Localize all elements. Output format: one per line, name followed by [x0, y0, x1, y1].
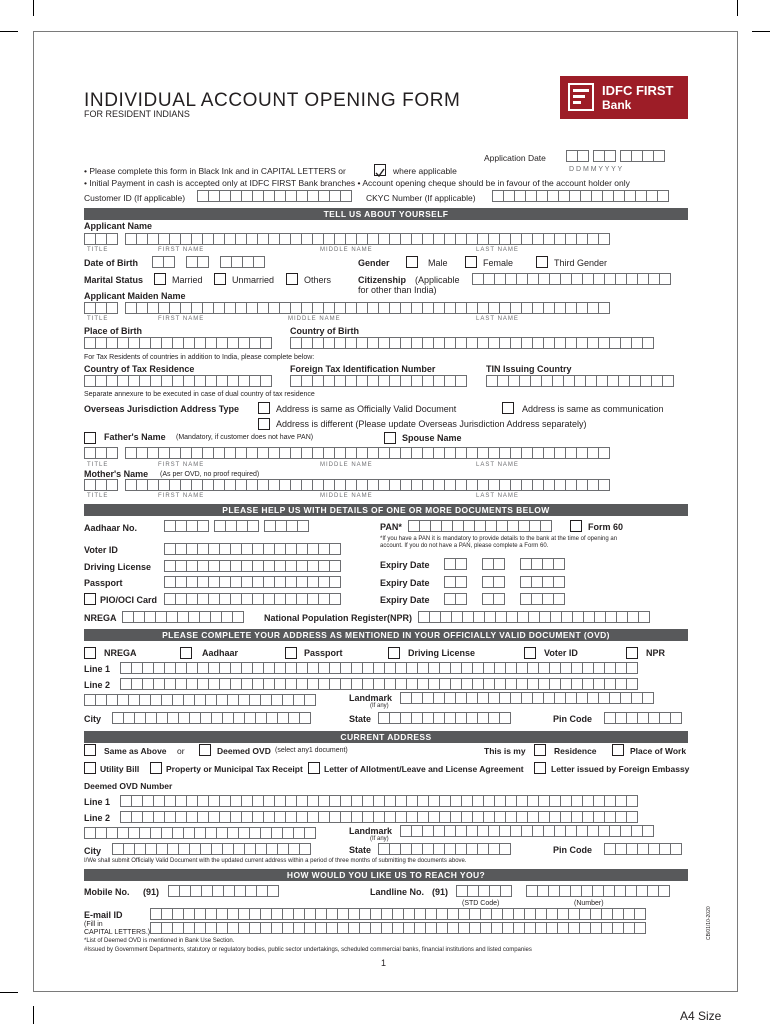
address-different-checkbox[interactable]	[258, 418, 270, 430]
expiry-dl-label: Expiry Date	[380, 560, 430, 570]
work-checkbox[interactable]	[612, 744, 624, 756]
gender-third-label: Third Gender	[554, 258, 608, 268]
gender-female-checkbox[interactable]	[465, 256, 477, 268]
pio-checkbox[interactable]	[84, 593, 96, 605]
same-ovd-checkbox[interactable]	[258, 402, 270, 414]
number-caption: (Number)	[574, 900, 604, 907]
gender-female-label: Female	[483, 258, 514, 268]
ovd-pin-label: Pin Code	[553, 714, 593, 724]
application-date-boxes[interactable]	[566, 150, 664, 162]
ovd-city-boxes[interactable]	[112, 712, 310, 724]
logo-text-bank: Bank	[602, 98, 632, 112]
email-boxes-2[interactable]	[150, 922, 645, 934]
submit-note: I/We shall submit Officially Valid Document with the updated current address within a period of three months of submitting the documents above.	[84, 858, 467, 864]
deemed-no-label: Deemed OVD Number	[84, 781, 173, 791]
dob-boxes[interactable]	[152, 256, 264, 268]
mobile-label: Mobile No.	[84, 887, 130, 897]
cur-state-label: State	[349, 845, 372, 855]
caption-last-4: LAST NAME	[476, 493, 519, 499]
ovd-line2-boxes[interactable]	[120, 678, 637, 690]
ovd-nrega-checkbox[interactable]	[84, 647, 96, 659]
bank-logo	[560, 76, 688, 118]
form60-checkbox[interactable]	[570, 520, 582, 532]
caption-first-3: FIRST NAME	[158, 462, 205, 468]
ovd-landmark-label: Landmark	[349, 693, 393, 703]
ovd-npr-label: NPR	[646, 648, 666, 658]
allotment-checkbox[interactable]	[308, 762, 320, 774]
applicant-name-label: Applicant Name	[84, 221, 153, 231]
ovd-line1-boxes[interactable]	[120, 662, 637, 674]
landline-code: (91)	[432, 887, 449, 897]
cur-pin-boxes[interactable]	[604, 843, 681, 855]
email-fill-note: (Fill in	[84, 921, 103, 928]
passport-boxes[interactable]	[164, 576, 340, 588]
ovd-state-boxes[interactable]	[378, 712, 510, 724]
landline-number-boxes[interactable]	[526, 885, 669, 897]
caption-last-3: LAST NAME	[476, 462, 519, 468]
father-label: Father's Name	[104, 432, 166, 442]
ovd-dl-label: Driving License	[408, 648, 476, 658]
mobile-code: (91)	[143, 887, 160, 897]
mother-name-boxes[interactable]	[84, 479, 609, 491]
foreign-label: Letter issued by Foreign Embassy	[551, 764, 690, 774]
expiry-pio-boxes[interactable]	[444, 593, 564, 605]
ovd-city-label: City	[84, 714, 102, 724]
nrega-label: NREGA	[84, 613, 117, 623]
utility-label: Utility Bill	[100, 764, 140, 774]
ovd-line1-label: Line 1	[84, 664, 111, 674]
caption-middle-2: MIDDLE NAME	[288, 316, 341, 322]
section-ovd-address: PLEASE COMPLETE YOUR ADDRESS AS MENTIONED IN YOUR OFFICIALLY VALID DOCUMENT (OVD)	[84, 629, 688, 641]
note-ink-2: where applicable	[393, 166, 457, 176]
deemed-ovd-label: Deemed OVD	[217, 746, 271, 756]
pob-label: Place of Birth	[84, 326, 143, 336]
gender-label: Gender	[358, 258, 390, 268]
cur-line2-boxes[interactable]	[120, 811, 637, 823]
footnote-deemed: *List of Deemed OVD is mentioned in Bank Use Section.	[84, 938, 235, 944]
cur-line2-label: Line 2	[84, 813, 111, 823]
nrega-boxes[interactable]	[122, 611, 243, 623]
footnote-issued: #Issued by Government Departments, statutory or regulatory bodies, public sector undertakings, scheduled commercial banks, financial institutions and listed companies	[84, 947, 532, 953]
ovd-passport-label: Passport	[304, 648, 343, 658]
cur-pin-label: Pin Code	[553, 845, 593, 855]
cur-line1-boxes[interactable]	[120, 795, 637, 807]
caption-last: LAST NAME	[476, 247, 519, 253]
caption-title-2: TITLE	[87, 316, 109, 322]
caption-middle-3: MIDDLE NAME	[320, 462, 373, 468]
ovd-nrega-label: NREGA	[104, 648, 137, 658]
logo-mark-icon	[568, 83, 594, 111]
application-date-label: Application Date	[484, 153, 546, 163]
ovd-line3-boxes[interactable]	[84, 694, 315, 706]
spouse-checkbox[interactable]	[384, 432, 396, 444]
caption-first: FIRST NAME	[158, 247, 205, 253]
aadhaar-label: Aadhaar No.	[84, 523, 138, 533]
mother-label: Mother's Name	[84, 469, 149, 479]
ckyc-label: CKYC Number (If applicable)	[366, 193, 476, 203]
caption-middle: MIDDLE NAME	[320, 247, 373, 253]
unmarried-label: Unmarried	[232, 275, 275, 285]
marital-label: Marital Status	[84, 275, 144, 285]
aadhaar-boxes[interactable]	[164, 520, 308, 532]
ovd-pin-boxes[interactable]	[604, 712, 681, 724]
ovd-passport-checkbox[interactable]	[285, 647, 297, 659]
page-number: 1	[381, 958, 387, 968]
ftin-boxes[interactable]	[290, 375, 466, 387]
tin-country-label: TIN Issuing Country	[486, 364, 572, 374]
expiry-pio-label: Expiry Date	[380, 595, 430, 605]
form-subtitle: FOR RESIDENT INDIANS	[84, 109, 190, 119]
email-fill-note-2: CAPITAL LETTERS.)	[84, 929, 151, 936]
voter-boxes[interactable]	[164, 543, 340, 555]
utility-checkbox[interactable]	[84, 762, 96, 774]
citizenship-label: Citizenship	[358, 275, 407, 285]
spouse-label: Spouse Name	[402, 433, 462, 443]
ovd-dl-checkbox[interactable]	[388, 647, 400, 659]
ovd-voter-checkbox[interactable]	[524, 647, 536, 659]
or-label: or	[177, 746, 185, 756]
mother-note: (As per OVD, no proof required)	[160, 471, 260, 478]
overseas-label: Overseas Jurisdiction Address Type	[84, 404, 240, 414]
check-icon	[375, 168, 385, 178]
deemed-ovd-note: (select any1 document)	[275, 747, 348, 754]
dl-label: Driving License	[84, 562, 152, 572]
landline-std-boxes[interactable]	[456, 885, 511, 897]
foreign-checkbox[interactable]	[534, 762, 546, 774]
address-different-label: Address is different (Please update Overseas Jurisdiction Address separately)	[276, 419, 587, 429]
citizenship-note-2: for other than India)	[358, 285, 437, 295]
std-caption: (STD Code)	[462, 900, 500, 907]
cur-landmark-boxes[interactable]	[400, 825, 653, 837]
others-label: Others	[304, 275, 332, 285]
same-ovd-label: Address is same as Officially Valid Document	[276, 404, 457, 414]
cob-label: Country of Birth	[290, 326, 359, 336]
applicant-name-boxes[interactable]	[84, 233, 609, 245]
gender-male-label: Male	[428, 258, 448, 268]
cur-line3-boxes[interactable]	[84, 827, 315, 839]
married-label: Married	[172, 275, 203, 285]
father-checkbox[interactable]	[84, 432, 96, 444]
ctr-boxes[interactable]	[84, 375, 271, 387]
ftin-label: Foreign Tax Identification Number	[290, 364, 436, 374]
cur-city-boxes[interactable]	[112, 843, 310, 855]
landline-label: Landline No.	[370, 887, 424, 897]
expiry-dl-boxes[interactable]	[444, 558, 564, 570]
pob-boxes[interactable]	[84, 337, 271, 349]
same-comm-checkbox[interactable]	[502, 402, 514, 414]
allotment-label: Letter of Allotment/Leave and License Agreement	[324, 764, 524, 774]
caption-middle-4: MIDDLE NAME	[320, 493, 373, 499]
ovd-ifany: (If any)	[370, 703, 389, 709]
date-format-hint: D D M M Y Y Y Y	[569, 166, 623, 173]
same-comm-label: Address is same as communication	[522, 404, 664, 414]
paper-size: A4 Size	[680, 1009, 722, 1023]
pio-boxes[interactable]	[164, 593, 340, 605]
passport-label: Passport	[84, 578, 123, 588]
cob-boxes[interactable]	[290, 337, 653, 349]
others-checkbox[interactable]	[286, 273, 298, 285]
citizenship-boxes[interactable]	[472, 273, 670, 285]
pio-label: PIO/OCI Card	[100, 595, 158, 605]
dl-boxes[interactable]	[164, 560, 340, 572]
pan-label: PAN*	[380, 522, 402, 532]
caption-title-4: TITLE	[87, 493, 109, 499]
cur-landmark-label: Landmark	[349, 826, 393, 836]
npr-label: National Population Register(NPR)	[264, 613, 413, 623]
tick-example-box	[374, 164, 386, 176]
cur-line1-label: Line 1	[84, 797, 111, 807]
ovd-npr-checkbox[interactable]	[626, 647, 638, 659]
married-checkbox[interactable]	[154, 273, 166, 285]
mobile-boxes[interactable]	[168, 885, 278, 897]
npr-boxes[interactable]	[418, 611, 649, 623]
expiry-passport-label: Expiry Date	[380, 578, 430, 588]
logo-text: IDFC FIRST	[602, 83, 674, 98]
annexure-note: Separate annexure to be executed in case of dual country of tax residence	[84, 391, 315, 398]
email-boxes-1[interactable]	[150, 908, 645, 920]
this-is-my-label: This is my	[484, 746, 526, 756]
ovd-aadhaar-checkbox[interactable]	[180, 647, 192, 659]
note-payment: • Initial Payment in cash is accepted only at IDFC FIRST Bank branches • Account opening cheque should be in favour of the account holder only	[84, 178, 630, 188]
same-above-label: Same as Above	[104, 746, 167, 756]
ckyc-boxes[interactable]	[492, 190, 668, 202]
form-title: INDIVIDUAL ACCOUNT OPENING FORM	[84, 90, 461, 111]
caption-first-4: FIRST NAME	[158, 493, 205, 499]
customer-id-boxes[interactable]	[197, 190, 351, 202]
form-code: CB/01/10-2020	[706, 906, 712, 940]
deemed-ovd-checkbox[interactable]	[199, 744, 211, 756]
form60-label: Form 60	[588, 522, 624, 532]
section-documents: PLEASE HELP US WITH DETAILS OF ONE OR MORE DOCUMENTS BELOW	[84, 504, 688, 516]
customer-id-label: Customer ID (If applicable)	[84, 193, 186, 203]
cur-ifany: (If any)	[370, 836, 389, 842]
section-current-address: CURRENT ADDRESS	[84, 731, 688, 743]
maiden-name-boxes[interactable]	[84, 302, 609, 314]
property-checkbox[interactable]	[150, 762, 162, 774]
ovd-aadhaar-label: Aadhaar	[202, 648, 239, 658]
ovd-line2-label: Line 2	[84, 680, 111, 690]
same-above-checkbox[interactable]	[84, 744, 96, 756]
note-ink: • Please complete this form in Black Ink and in CAPITAL LETTERS or	[84, 166, 346, 176]
voter-label: Voter ID	[84, 545, 118, 555]
section-reach-you: HOW WOULD YOU LIKE US TO REACH YOU?	[84, 869, 688, 881]
dob-label: Date of Birth	[84, 258, 138, 268]
email-label: E-mail ID	[84, 910, 123, 920]
tin-country-boxes[interactable]	[486, 375, 673, 387]
father-name-boxes[interactable]	[84, 447, 609, 459]
citizenship-note: (Applicable	[415, 275, 460, 285]
ctr-label: Country of Tax Residence	[84, 364, 195, 374]
unmarried-checkbox[interactable]	[214, 273, 226, 285]
residence-checkbox[interactable]	[534, 744, 546, 756]
property-label: Property or Municipal Tax Receipt	[166, 764, 303, 774]
gender-male-checkbox[interactable]	[406, 256, 418, 268]
pan-boxes[interactable]	[408, 520, 551, 532]
ovd-state-label: State	[349, 714, 372, 724]
expiry-passport-boxes[interactable]	[444, 576, 564, 588]
pan-note-2: account. If you do not have a PAN, please complete a Form 60.	[380, 543, 549, 549]
residence-label: Residence	[554, 746, 597, 756]
caption-last-2: LAST NAME	[476, 316, 519, 322]
section-tell-us: TELL US ABOUT YOURSELF	[84, 208, 688, 220]
tax-note: For Tax Residents of countries in addition to India, please complete below:	[84, 354, 315, 361]
ovd-landmark-boxes[interactable]	[400, 692, 653, 704]
pan-note: *If you have a PAN it is mandatory to provide details to the bank at the time of opening an	[380, 536, 618, 542]
work-label: Place of Work	[630, 746, 687, 756]
ovd-voter-label: Voter ID	[544, 648, 578, 658]
caption-first-2: FIRST NAME	[158, 316, 205, 322]
cur-state-boxes[interactable]	[378, 843, 510, 855]
cur-city-label: City	[84, 846, 102, 856]
gender-third-checkbox[interactable]	[536, 256, 548, 268]
caption-title-3: TITLE	[87, 462, 109, 468]
father-note: (Mandatory, if customer does not have PAN)	[176, 434, 314, 441]
maiden-label: Applicant Maiden Name	[84, 291, 186, 301]
caption-title: TITLE	[87, 247, 109, 253]
